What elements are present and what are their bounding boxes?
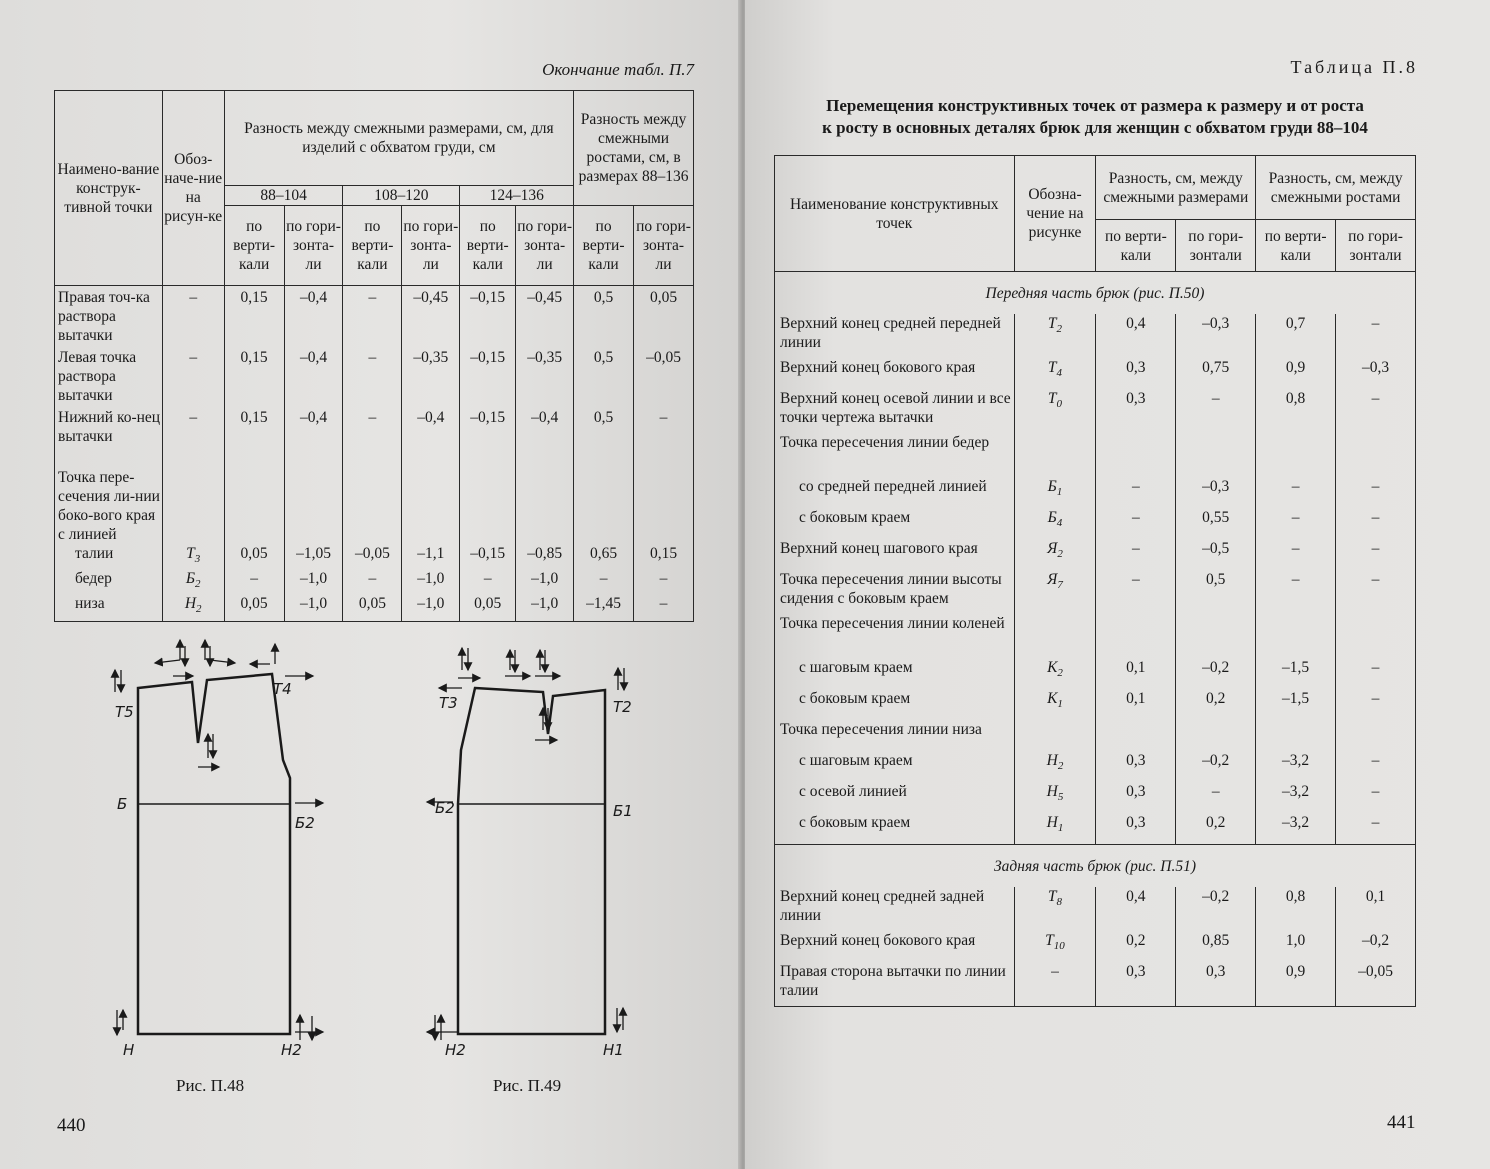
row-value: 0,2 bbox=[1176, 689, 1256, 720]
table-row bbox=[55, 544, 694, 569]
row-value: 0,3 bbox=[1096, 962, 1176, 1007]
row-name: с боковым краем bbox=[775, 689, 1015, 720]
label-h1: Н1 bbox=[603, 1041, 624, 1059]
row-designation: $К_2$ bbox=[1014, 658, 1096, 689]
row-value: – bbox=[1096, 477, 1176, 508]
label-t3: Т3 bbox=[439, 694, 458, 712]
col-header-size-diff: Разность между смежными размерами, см, для изделий с обхватом груди, см bbox=[224, 91, 573, 186]
row-value: –3,2 bbox=[1256, 782, 1336, 813]
row-value: – bbox=[343, 348, 402, 408]
row-value: 0,3 bbox=[1096, 751, 1176, 782]
table-row bbox=[775, 813, 1416, 845]
figure-caption-p49: Рис. П.49 bbox=[493, 1076, 562, 1095]
row-name: Правая сторона вытачки по линии талии bbox=[775, 962, 1015, 1007]
row-designation bbox=[1014, 433, 1096, 477]
row-designation: $Т_2$ bbox=[1014, 314, 1096, 358]
row-value: – bbox=[1336, 539, 1416, 570]
row-designation: $Я_2$ bbox=[1014, 539, 1096, 570]
row-value: 0,4 bbox=[1096, 314, 1176, 358]
table-row bbox=[775, 477, 1416, 508]
row-value: – bbox=[1176, 389, 1256, 433]
row-value: – bbox=[634, 408, 694, 468]
row-value bbox=[1336, 614, 1416, 658]
col-header-name: Наименование конструктивных точек bbox=[775, 156, 1015, 272]
row-name: талии bbox=[55, 544, 163, 569]
row-designation: $Н_2$ bbox=[1014, 751, 1096, 782]
row-designation: $Т_0$ bbox=[1014, 389, 1096, 433]
table-row bbox=[55, 408, 694, 468]
row-value: –0,3 bbox=[1176, 477, 1256, 508]
row-value: –3,2 bbox=[1256, 813, 1336, 845]
row-value: 0,65 bbox=[574, 544, 634, 569]
row-value bbox=[284, 468, 343, 544]
row-value bbox=[1336, 433, 1416, 477]
label-h2: Н2 bbox=[281, 1041, 302, 1059]
row-value: 0,8 bbox=[1256, 389, 1336, 433]
table-heading bbox=[785, 95, 1405, 139]
row-value bbox=[1096, 720, 1176, 751]
row-value: –1,45 bbox=[574, 594, 634, 622]
row-value bbox=[516, 468, 574, 544]
row-value: – bbox=[1336, 508, 1416, 539]
table-row bbox=[775, 314, 1416, 358]
row-value: – bbox=[1336, 389, 1416, 433]
page-number-right: 441 bbox=[1387, 1112, 1416, 1133]
col-header-vertical: по верти-кали bbox=[343, 206, 402, 286]
table-row bbox=[55, 594, 694, 622]
row-value bbox=[402, 468, 460, 544]
row-value bbox=[224, 468, 284, 544]
table-row bbox=[775, 720, 1416, 751]
row-value: – bbox=[1336, 751, 1416, 782]
col-header-vertical: по верти-кали bbox=[1256, 220, 1336, 272]
row-value: 0,05 bbox=[460, 594, 516, 622]
col-header-range-1: 88–104 bbox=[224, 186, 343, 206]
row-value: –1,0 bbox=[284, 569, 343, 594]
row-value bbox=[1096, 614, 1176, 658]
row-value: – bbox=[1336, 813, 1416, 845]
row-name: Точка пересечения линии высоты сидения с боковым краем bbox=[775, 570, 1015, 614]
figures-p48-p49 bbox=[95, 630, 655, 1059]
row-value: – bbox=[1256, 508, 1336, 539]
row-designation: $Т_{10}$ bbox=[1014, 931, 1096, 962]
row-designation: $Н_1$ bbox=[1014, 813, 1096, 845]
row-name: с боковым краем bbox=[775, 813, 1015, 845]
row-designation: – bbox=[1014, 962, 1096, 1007]
col-header-height-diff: Разность между смежными ростами, см, в размерах 88–136 bbox=[574, 91, 694, 206]
label-b: Б bbox=[117, 795, 128, 813]
row-value: –0,5 bbox=[1176, 539, 1256, 570]
row-value: – bbox=[1256, 539, 1336, 570]
row-designation: $Б_2$ bbox=[162, 569, 224, 594]
row-value: 0,05 bbox=[224, 594, 284, 622]
row-value: –0,85 bbox=[516, 544, 574, 569]
table-row bbox=[775, 614, 1416, 658]
row-name: с боковым краем bbox=[775, 508, 1015, 539]
col-header-horizontal: по гори-зонта-ли bbox=[284, 206, 343, 286]
figure-p48-drawing bbox=[115, 640, 323, 1040]
table-row bbox=[775, 962, 1416, 1007]
table-row bbox=[775, 433, 1416, 477]
row-value bbox=[1096, 433, 1176, 477]
row-value: 0,05 bbox=[634, 286, 694, 349]
row-value: 0,15 bbox=[224, 286, 284, 349]
row-value: – bbox=[460, 569, 516, 594]
row-value: 0,2 bbox=[1176, 813, 1256, 845]
row-value: 0,9 bbox=[1256, 358, 1336, 389]
row-value: – bbox=[1096, 539, 1176, 570]
row-name: Левая точка раствора вытачки bbox=[55, 348, 163, 408]
row-name: Точка пересечения линии бедер bbox=[775, 433, 1015, 477]
row-value: –1,05 bbox=[284, 544, 343, 569]
row-designation bbox=[162, 468, 224, 544]
row-value: 0,4 bbox=[1096, 887, 1176, 931]
row-name: с шаговым краем bbox=[775, 751, 1015, 782]
table-row bbox=[775, 389, 1416, 433]
col-header-horizontal: по гори-зонта-ли bbox=[402, 206, 460, 286]
row-value: –0,3 bbox=[1176, 314, 1256, 358]
table-p7-body bbox=[55, 286, 694, 622]
row-value bbox=[1176, 433, 1256, 477]
row-designation: $Т_8$ bbox=[1014, 887, 1096, 931]
row-name: низа bbox=[55, 594, 163, 622]
row-value: –0,4 bbox=[284, 286, 343, 349]
continuation-caption: Окончание табл. П.7 bbox=[542, 60, 694, 79]
row-value: –0,15 bbox=[460, 348, 516, 408]
row-value: – bbox=[1336, 658, 1416, 689]
row-value: –1,5 bbox=[1256, 689, 1336, 720]
row-value bbox=[1256, 433, 1336, 477]
row-name: Верхний конец средней передней линии bbox=[775, 314, 1015, 358]
label-t5: Т5 bbox=[115, 703, 134, 721]
row-value: –0,05 bbox=[343, 544, 402, 569]
row-value: 0,3 bbox=[1096, 782, 1176, 813]
row-value bbox=[1336, 720, 1416, 751]
row-value: –1,1 bbox=[402, 544, 460, 569]
col-header-horizontal: по гори-зонтали bbox=[1336, 220, 1416, 272]
table-row bbox=[775, 508, 1416, 539]
row-value: –1,0 bbox=[284, 594, 343, 622]
row-designation: $Н_2$ bbox=[162, 594, 224, 622]
row-value bbox=[574, 468, 634, 544]
row-value: 0,15 bbox=[634, 544, 694, 569]
row-value: – bbox=[1336, 570, 1416, 614]
table-p8-body bbox=[775, 272, 1416, 1007]
row-value bbox=[1256, 720, 1336, 751]
table-p7 bbox=[54, 90, 694, 622]
row-name: Верхний конец шагового края bbox=[775, 539, 1015, 570]
col-header-vertical: по верти-кали bbox=[224, 206, 284, 286]
table-row bbox=[775, 887, 1416, 931]
col-header-vertical: по верти-кали bbox=[574, 206, 634, 286]
row-name: Точка пересечения линии низа bbox=[775, 720, 1015, 751]
row-value: –0,05 bbox=[634, 348, 694, 408]
col-header-height-diff: Разность, см, между смежными ростами bbox=[1256, 156, 1416, 220]
row-value: – bbox=[1336, 477, 1416, 508]
row-value: – bbox=[1256, 477, 1336, 508]
table-row bbox=[775, 782, 1416, 813]
row-designation bbox=[1014, 720, 1096, 751]
row-value: 0,9 bbox=[1256, 962, 1336, 1007]
row-name: Верхний конец осевой линии и все точки чертежа вытачки bbox=[775, 389, 1015, 433]
section-title: Задняя часть брюк (рис. П.51) bbox=[775, 845, 1416, 888]
row-value: –0,4 bbox=[516, 408, 574, 468]
row-value: –1,0 bbox=[516, 594, 574, 622]
row-value: 0,3 bbox=[1096, 389, 1176, 433]
row-value: – bbox=[1256, 570, 1336, 614]
row-value: – bbox=[1336, 782, 1416, 813]
row-value: 0,75 bbox=[1176, 358, 1256, 389]
row-value: – bbox=[343, 286, 402, 349]
row-value: – bbox=[1176, 782, 1256, 813]
row-value: –1,5 bbox=[1256, 658, 1336, 689]
row-value: 0,5 bbox=[1176, 570, 1256, 614]
row-name: со средней передней линией bbox=[775, 477, 1015, 508]
row-value: –0,4 bbox=[284, 348, 343, 408]
table-p8 bbox=[774, 155, 1416, 1007]
row-value: 0,1 bbox=[1336, 887, 1416, 931]
row-value: 0,2 bbox=[1096, 931, 1176, 962]
row-designation: $Б_1$ bbox=[1014, 477, 1096, 508]
label-h: Н bbox=[123, 1041, 135, 1059]
col-header-designation: Обозна-чение на рисунке bbox=[1014, 156, 1096, 272]
row-value: 0,5 bbox=[574, 408, 634, 468]
row-value: –1,0 bbox=[402, 594, 460, 622]
row-value: 0,15 bbox=[224, 348, 284, 408]
row-value: – bbox=[1336, 314, 1416, 358]
row-value: 0,55 bbox=[1176, 508, 1256, 539]
row-value: 0,5 bbox=[574, 286, 634, 349]
row-value: 0,05 bbox=[224, 544, 284, 569]
row-designation: $Т_4$ bbox=[1014, 358, 1096, 389]
table-row bbox=[775, 931, 1416, 962]
row-designation: – bbox=[162, 286, 224, 349]
row-value: –3,2 bbox=[1256, 751, 1336, 782]
page-number-left: 440 bbox=[57, 1115, 86, 1136]
row-value: –0,2 bbox=[1336, 931, 1416, 962]
row-value: 0,8 bbox=[1256, 887, 1336, 931]
table-row bbox=[775, 539, 1416, 570]
row-designation: $Т_3$ bbox=[162, 544, 224, 569]
row-value: 0,3 bbox=[1096, 813, 1176, 845]
table-row bbox=[775, 751, 1416, 782]
row-value bbox=[460, 468, 516, 544]
row-value: –0,4 bbox=[284, 408, 343, 468]
row-value bbox=[1176, 720, 1256, 751]
row-name: Точка пере-сечения ли-нии боко-вого края с линией bbox=[55, 468, 163, 544]
table-row bbox=[775, 358, 1416, 389]
table-row bbox=[55, 348, 694, 408]
col-header-horizontal: по гори-зонтали bbox=[1176, 220, 1256, 272]
heading-line-2: к росту в основных деталях брюк для женщин с обхватом груди 88–104 bbox=[822, 118, 1368, 137]
row-value: –0,2 bbox=[1176, 751, 1256, 782]
row-name: Верхний конец бокового края bbox=[775, 358, 1015, 389]
table-row bbox=[55, 569, 694, 594]
row-value: – bbox=[1096, 508, 1176, 539]
row-value: – bbox=[224, 569, 284, 594]
row-value: –0,2 bbox=[1176, 658, 1256, 689]
col-header-range-3: 124–136 bbox=[460, 186, 574, 206]
row-value: – bbox=[574, 569, 634, 594]
table-row bbox=[775, 570, 1416, 614]
row-name: Правая точ-ка раствора вытачки bbox=[55, 286, 163, 349]
row-value: – bbox=[343, 408, 402, 468]
heading-line-1: Перемещения конструктивных точек от размера к размеру и от роста bbox=[826, 96, 1364, 115]
col-header-designation: Обоз-наче-ние на рисун-ке bbox=[162, 91, 224, 286]
row-name: Верхний конец средней задней линии bbox=[775, 887, 1015, 931]
row-value: – bbox=[634, 594, 694, 622]
row-value: – bbox=[1336, 689, 1416, 720]
row-name: с шаговым краем bbox=[775, 658, 1015, 689]
section-row bbox=[775, 272, 1416, 315]
row-value: –0,15 bbox=[460, 408, 516, 468]
label-h2-fig49: Н2 bbox=[445, 1041, 466, 1059]
col-header-vertical: по верти-кали bbox=[460, 206, 516, 286]
row-value: –1,0 bbox=[402, 569, 460, 594]
table-row bbox=[775, 689, 1416, 720]
row-value bbox=[1176, 614, 1256, 658]
row-designation: $Б_4$ bbox=[1014, 508, 1096, 539]
row-designation: $К_1$ bbox=[1014, 689, 1096, 720]
right-page bbox=[745, 0, 1490, 1169]
table-row bbox=[55, 286, 694, 349]
row-value: –0,15 bbox=[460, 286, 516, 349]
col-header-horizontal: по гори-зонта-ли bbox=[634, 206, 694, 286]
row-value: – bbox=[634, 569, 694, 594]
row-value: –0,2 bbox=[1176, 887, 1256, 931]
row-value: 1,0 bbox=[1256, 931, 1336, 962]
row-value: 0,5 bbox=[574, 348, 634, 408]
row-value: –0,45 bbox=[402, 286, 460, 349]
row-name: Верхний конец бокового края bbox=[775, 931, 1015, 962]
col-header-vertical: по верти-кали bbox=[1096, 220, 1176, 272]
row-name: с осевой линией bbox=[775, 782, 1015, 813]
col-header-size-diff: Разность, см, между смежными размерами bbox=[1096, 156, 1256, 220]
row-designation bbox=[1014, 614, 1096, 658]
row-name: Точка пересечения линии коленей bbox=[775, 614, 1015, 658]
row-value: –0,05 bbox=[1336, 962, 1416, 1007]
row-value: –0,35 bbox=[516, 348, 574, 408]
row-value: –0,4 bbox=[402, 408, 460, 468]
row-value: –1,0 bbox=[516, 569, 574, 594]
row-value bbox=[634, 468, 694, 544]
row-value: 0,15 bbox=[224, 408, 284, 468]
row-value: 0,7 bbox=[1256, 314, 1336, 358]
row-name: Нижний ко-нец вытачки bbox=[55, 408, 163, 468]
row-value: 0,85 bbox=[1176, 931, 1256, 962]
label-t2: Т2 bbox=[613, 698, 632, 716]
row-value: –0,35 bbox=[402, 348, 460, 408]
row-value: –0,3 bbox=[1336, 358, 1416, 389]
section-row bbox=[775, 845, 1416, 888]
figure-caption-p48: Рис. П.48 bbox=[176, 1076, 245, 1095]
row-designation: $Н_5$ bbox=[1014, 782, 1096, 813]
row-designation: – bbox=[162, 408, 224, 468]
table-row bbox=[775, 658, 1416, 689]
label-t4: Т4 bbox=[273, 680, 292, 698]
row-value: 0,05 bbox=[343, 594, 402, 622]
row-value: 0,3 bbox=[1176, 962, 1256, 1007]
row-value: – bbox=[343, 569, 402, 594]
row-value: 0,3 bbox=[1096, 358, 1176, 389]
label-b1: Б1 bbox=[613, 802, 633, 820]
table-label: Таблица П.8 bbox=[1290, 57, 1418, 77]
col-header-horizontal: по гори-зонта-ли bbox=[516, 206, 574, 286]
row-designation: – bbox=[162, 348, 224, 408]
col-header-name: Наимено-вание конструк-тивной точки bbox=[55, 91, 163, 286]
row-value bbox=[1256, 614, 1336, 658]
row-value: 0,1 bbox=[1096, 689, 1176, 720]
row-name: бедер bbox=[55, 569, 163, 594]
row-value: –0,15 bbox=[460, 544, 516, 569]
label-b2-fig49: Б2 bbox=[435, 799, 455, 817]
row-value: – bbox=[1096, 570, 1176, 614]
col-header-range-2: 108–120 bbox=[343, 186, 460, 206]
row-value: 0,1 bbox=[1096, 658, 1176, 689]
section-title: Передняя часть брюк (рис. П.50) bbox=[775, 272, 1416, 315]
row-designation: $Я_7$ bbox=[1014, 570, 1096, 614]
row-value bbox=[343, 468, 402, 544]
label-b2: Б2 bbox=[295, 814, 315, 832]
left-page bbox=[0, 0, 742, 1169]
row-value: –0,45 bbox=[516, 286, 574, 349]
table-row bbox=[55, 468, 694, 544]
